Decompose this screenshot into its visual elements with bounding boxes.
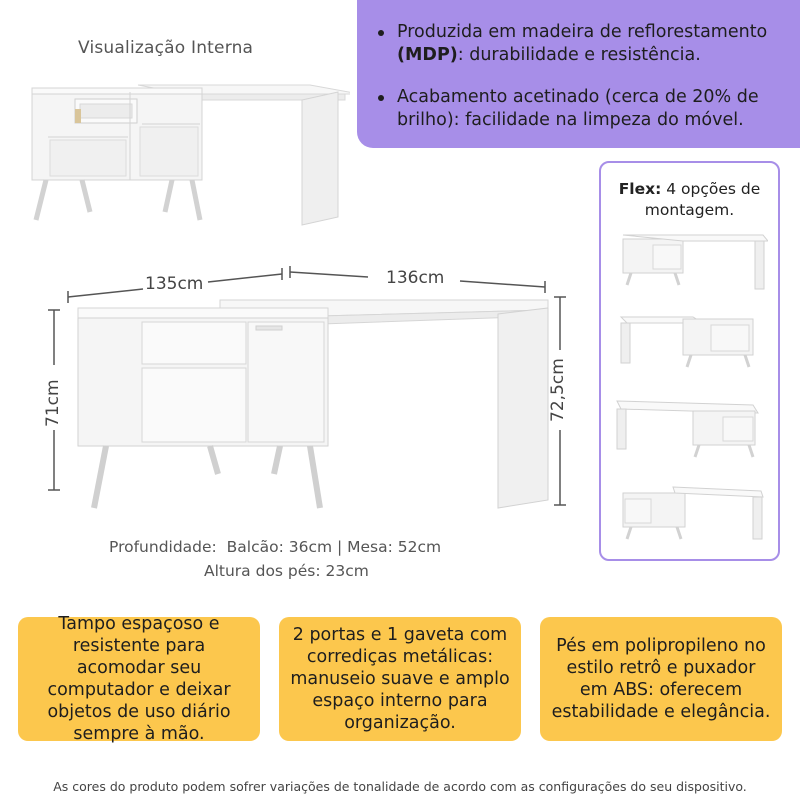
config-4: [623, 487, 763, 539]
config-2: [621, 317, 753, 367]
config-1: [623, 235, 768, 289]
flex-title: Flex: 4 opções de montagem.: [618, 180, 761, 219]
internal-view-illustration: [20, 72, 350, 232]
width-left-label: 135cm: [145, 274, 204, 294]
flex-configurations-illustration: [613, 225, 768, 550]
width-right-label: 136cm: [386, 268, 445, 288]
color-disclaimer: As cores do produto podem sofrer variações de tonalidade de acordo com as configurações do seu dispositivo.: [53, 779, 747, 794]
height-right-label: 72,5cm: [548, 358, 568, 422]
bullet-icon: [378, 95, 384, 101]
bullet-icon: [378, 30, 384, 36]
feature-card-doors-drawer: 2 portas e 1 gaveta com corrediças metálicas: manuseio suave e amplo espaço interno para organização.: [279, 617, 521, 741]
feature-card-tabletop: Tampo espaçoso e resistente para acomodar seu computador e deixar objetos de uso diário sempre à mão.: [18, 617, 260, 741]
flex-options-box: [599, 161, 780, 561]
desk-illustration: [70, 290, 560, 520]
height-left-label: 71cm: [43, 379, 63, 427]
feature-item: Produzida em madeira de reflorestamento (MDP): durabilidade e resistência.: [397, 21, 789, 67]
depth-info: Profundidade: Balcão: 36cm | Mesa: 52cm: [109, 538, 442, 556]
internal-view-title: Visualização Interna: [78, 38, 254, 58]
config-3: [617, 401, 758, 457]
feature-item: Acabamento acetinado (cerca de 20% de brilho): facilidade na limpeza do móvel.: [397, 86, 789, 132]
features-panel: [357, 0, 800, 148]
feet-height-info: Altura dos pés: 23cm: [204, 562, 369, 580]
feature-card-feet-handle: Pés em polipropileno no estilo retrô e puxador em ABS: oferecem estabilidade e elegância.: [540, 617, 782, 741]
